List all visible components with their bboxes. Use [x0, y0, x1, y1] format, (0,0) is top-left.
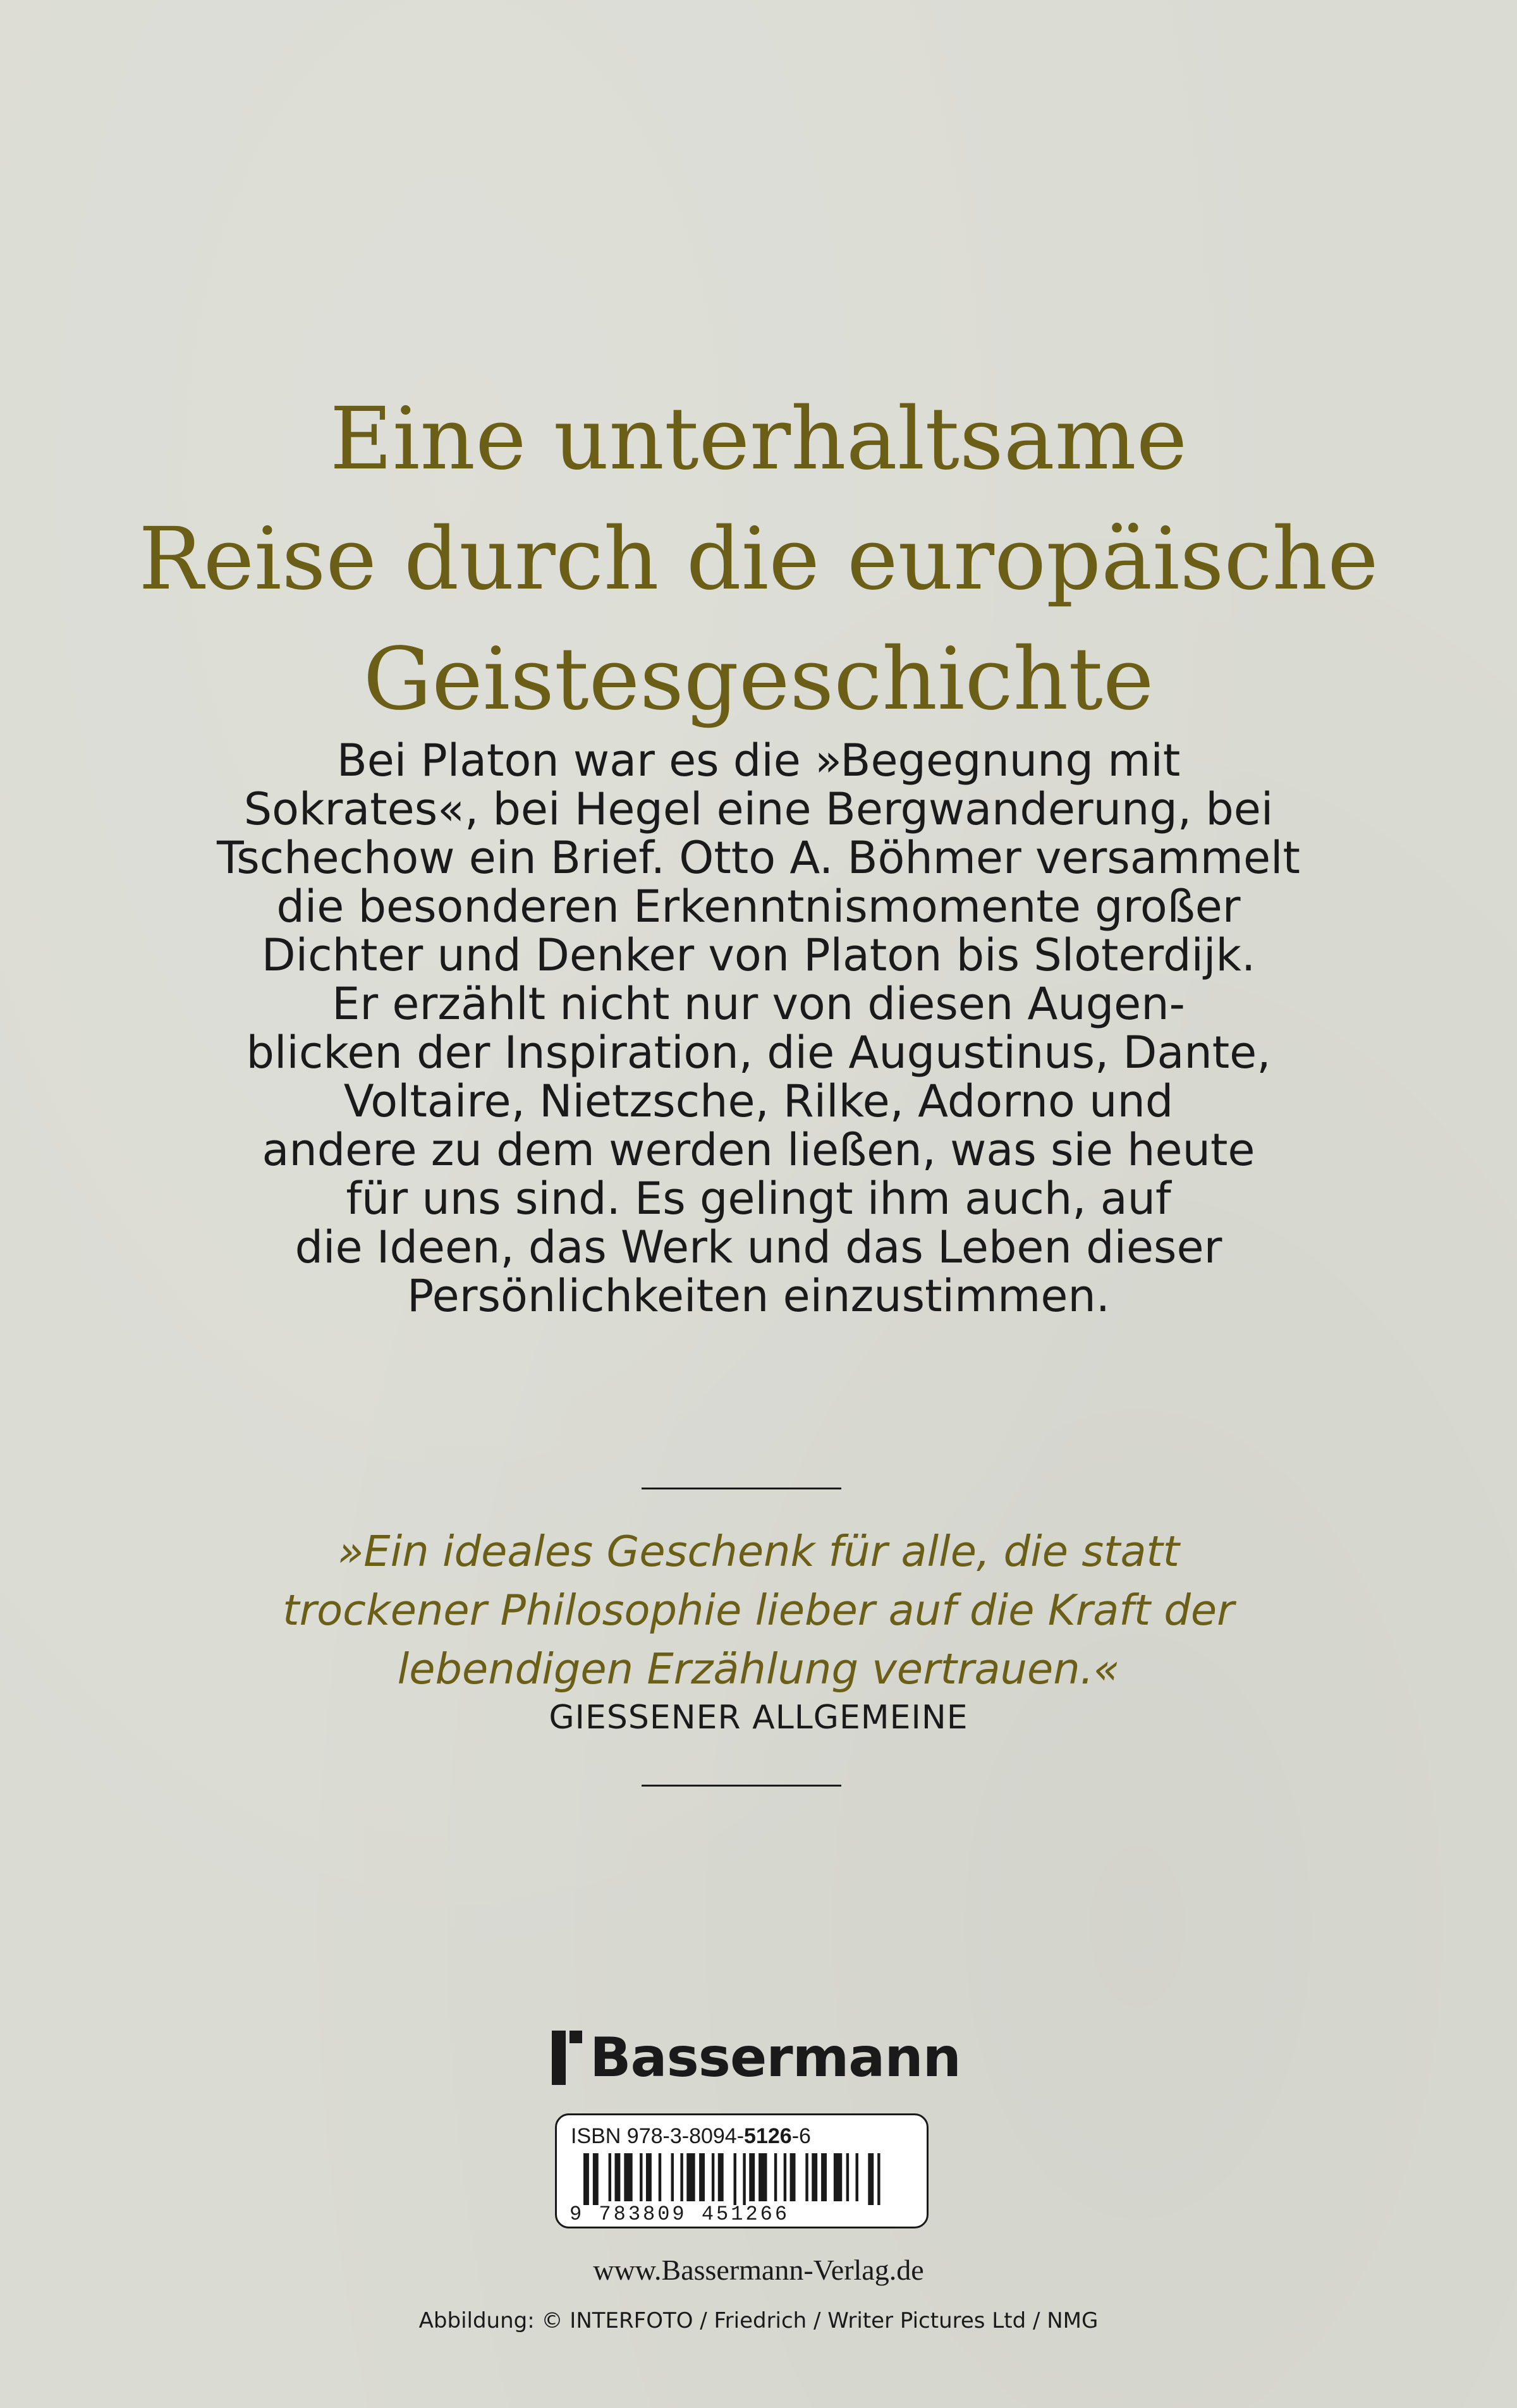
isbn-barcode — [555, 2113, 929, 2228]
blurb-line: Tschechow ein Brief. Otto A. Böhmer versammelt — [217, 832, 1300, 884]
review-quote — [0, 1522, 1517, 1699]
blurb-line: andere zu dem werden ließen, was sie heute — [262, 1124, 1255, 1176]
quote-source: GIESSENER ALLGEMEINE — [549, 1699, 968, 1737]
blurb-line: Sokrates«, bei Hegel eine Bergwanderung, bei — [243, 783, 1274, 835]
blurb-text — [0, 736, 1517, 1321]
publisher-name: Bassermann — [590, 2026, 961, 2089]
blurb-line: die Ideen, das Werk und das Leben dieser — [295, 1221, 1222, 1273]
barcode-icon — [583, 2153, 887, 2205]
blurb-line: Bei Platon war es die »Begegnung mit — [336, 735, 1181, 786]
barcode-digits: 9 783809 451266 — [570, 2203, 790, 2226]
blurb-line: Er erzählt nicht nur von diesen Augen- — [332, 978, 1185, 1030]
publisher-mark-icon — [552, 2031, 582, 2085]
quote-line: trockener Philosophie lieber auf die Kraft der — [283, 1586, 1234, 1635]
blurb-line: die besonderen Erkenntnismomente großer — [276, 881, 1241, 932]
publisher-website: www.Bassermann-Verlag.de — [593, 2254, 924, 2286]
headline-line: Geistesgeschichte — [363, 630, 1154, 730]
quote-line: »Ein ideales Geschenk für alle, die statt — [337, 1527, 1180, 1576]
headline-line: Reise durch die europäische — [138, 510, 1379, 609]
image-credit: Abbildung: © INTERFOTO / Friedrich / Writer Pictures Ltd / NMG — [418, 2308, 1099, 2333]
divider-top — [642, 1488, 841, 1489]
isbn-number: ISBN 978-3-8094-5126-6 — [571, 2124, 811, 2148]
quote-line: lebendigen Erzählung vertrauen.« — [397, 1644, 1120, 1694]
blurb-line: für uns sind. Es gelingt ihm auch, auf — [346, 1173, 1171, 1225]
blurb-line: blicken der Inspiration, die Augustinus, Dante, — [246, 1027, 1271, 1079]
blurb-line: Persönlichkeiten einzustimmen. — [406, 1270, 1111, 1322]
headline-line: Eine unterhaltsame — [329, 389, 1188, 489]
headline — [0, 379, 1517, 740]
publisher-logo — [552, 2023, 961, 2093]
blurb-line: Voltaire, Nietzsche, Rilke, Adorno und — [343, 1075, 1174, 1127]
divider-bottom — [642, 1785, 841, 1787]
blurb-line: Dichter und Denker von Platon bis Sloterdijk. — [261, 929, 1256, 981]
